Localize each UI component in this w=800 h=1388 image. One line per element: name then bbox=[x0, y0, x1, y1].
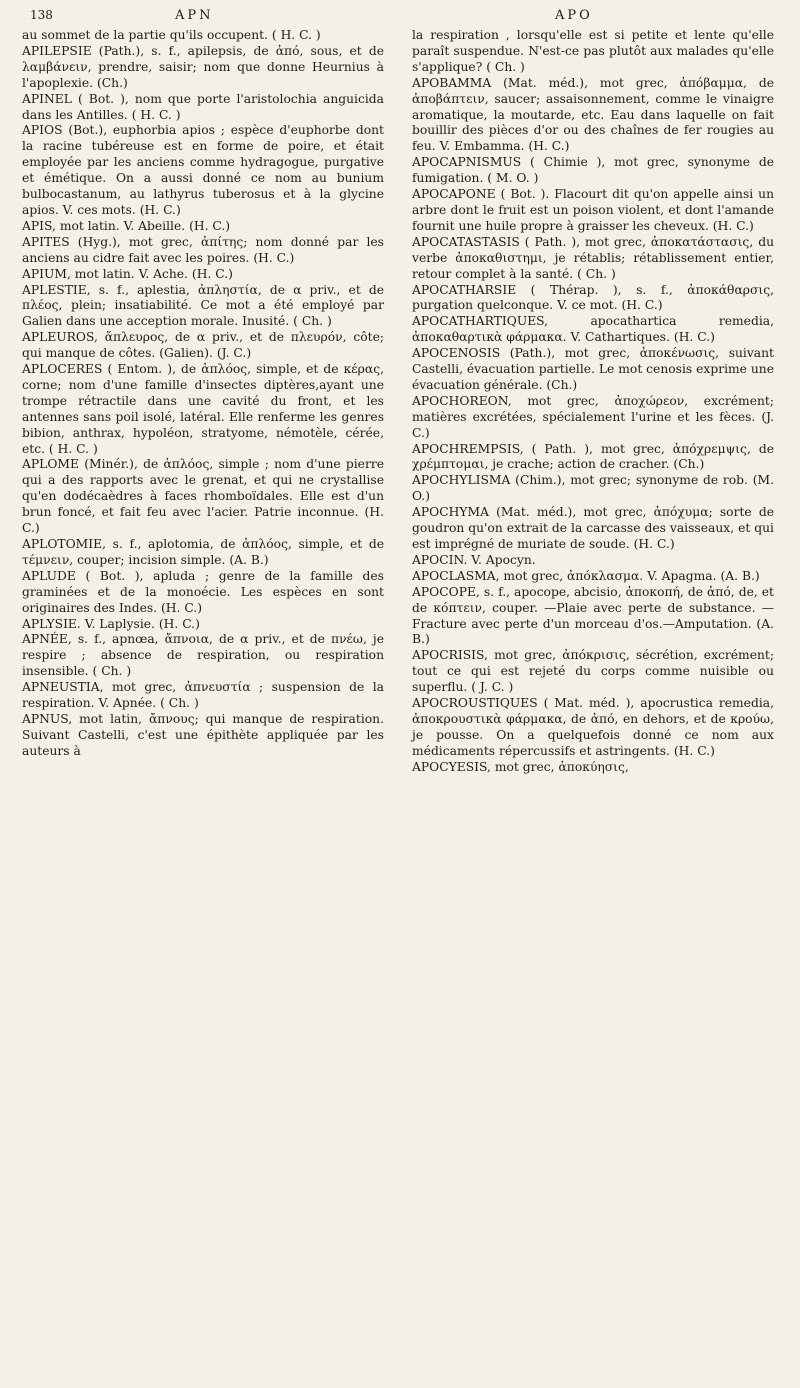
right-running-title: APO bbox=[555, 8, 593, 23]
dictionary-entry: APIUM, mot latin. V. Ache. (H. C.) bbox=[22, 266, 233, 281]
dictionary-entry: APLOTOMIE, s. f., aplotomia, de ἁπλόος, simple, et de τέμνειν, couper; incision simple. (A. B.) bbox=[22, 537, 384, 567]
dictionary-entry: APOCHYLISMA (Chim.), mot grec; synonyme de rob. (M. O.) bbox=[412, 473, 774, 504]
dictionary-entry: APOCYESIS, mot grec, ἀποκύησις, bbox=[412, 759, 629, 774]
dictionary-entry: APOCLASMA, mot grec, ἀπόκλασμα. V. Apagma. (A. B.) bbox=[412, 568, 760, 583]
dictionary-entry: APILEPSIE (Path.), s. f., apilepsis, de ἀπό, sous, et de λαμβάνειν, prendre, saisir; nom que donne Heurnius à l'apoplexie. (Ch.) bbox=[22, 43, 384, 90]
dictionary-entry: APLOME (Minér.), de ἁπλόος, simple ; nom d'une pierre qui a des rapports avec le grenat, et qui ne crystallise qu'en dodécaèdres à faces rhomboïdales. Elle est d'un brun foncé, et fait feu avec l'acier. Patrie inconnue. (H. C.) bbox=[22, 457, 384, 536]
dictionary-entry: APLUDE ( Bot. ), apluda ; genre de la famille des graminées et de la monoécie. Les espèces en sont originaires des Indes. (H. C.) bbox=[22, 568, 384, 615]
dictionary-entry: APNEUSTIA, mot grec, ἀπνευστία ; suspension de la respiration. V. Apnée. ( Ch. ) bbox=[22, 680, 384, 711]
dictionary-entry: APOCHREMPSIS, ( Path. ), mot grec, ἀπόχρεμψις, de χρέμπτομαι, je crache; action de cracher. (Ch.) bbox=[412, 441, 774, 472]
dictionary-entry: au sommet de la partie qu'ils occupent. ( H. C. ) bbox=[22, 28, 321, 42]
dictionary-entry: APOBAMMA (Mat. méd.), mot grec, ἀπόβαμμα, de ἀποβάπτειν, saucer; assaisonnement, comme le vinaigre aromatique, la moutarde, etc. Eau dans laquelle on fait bouillir des pièces d'or ou des chaînes de fer rougies au feu. V. Embamma. (H. C.) bbox=[412, 75, 774, 154]
dictionary-entry: APOCHYMA (Mat. méd.), mot grec, ἀπόχυμα; sorte de goudron qu'on extrait de la carcasse des vaisseaux, et qui est imprégné de muriate de soude. (H. C.) bbox=[412, 505, 774, 551]
dictionary-entry: APOCATHARSIE ( Thérap. ), s. f., ἀποκάθαρσις, purgation quelconque. V. ce mot. (H. C.) bbox=[412, 282, 774, 313]
right-column bbox=[412, 28, 774, 776]
dictionary-entry: APOCAPNISMUS ( Chimie ), mot grec, synonyme de fumigation. ( M. O. ) bbox=[412, 155, 774, 186]
dictionary-entry: APLYSIE. V. Laplysie. (H. C.) bbox=[22, 616, 200, 631]
dictionary-entry: APNUS, mot latin, ἄπνους; qui manque de respiration. Suivant Castelli, c'est une épithète appliquée par les auteurs à bbox=[22, 711, 384, 758]
dictionary-entry: APLESTIE, s. f., aplestia, ἀπληστία, de α priv., et de πλέος, plein; insatiabilité. Ce mot a été employé par Galien dans une acception morale. Inusité. ( Ch. ) bbox=[22, 282, 384, 329]
left-running-title: APN bbox=[175, 8, 214, 23]
dictionary-entry: APIOS (Bot.), euphorbia apios ; espèce d'euphorbe dont la racine tubéreuse est en forme de poire, et était employée par les anciens comme hydragogue, purgative et émétique. On a aussi donné ce nom au bunium bulbocastanum, au lathyrus tuberosus et à la glycine apios. V. ces mots. (H. C.) bbox=[22, 123, 384, 217]
dictionary-entry: APLOCERES ( Entom. ), de ἁπλόος, simple, et de κέρας, corne; nom d'une famille d'insectes diptères,ayant une trompe rétractile dans une cavité du front, et les antennes sans poil isolé, latéral. Elle renferme les genres bibion, anthrax, hypoléon, stratyome, némotèle, cérée, etc. ( H. C. ) bbox=[22, 362, 384, 456]
dictionary-entry: APINEL ( Bot. ), nom que porte l'aristolochia anguicida dans les Antilles. ( H. C. ) bbox=[22, 91, 384, 122]
dictionary-entry: la respiration , lorsqu'elle est si petite et lente qu'elle paraît suspendue. N'est-ce pas plutôt aux malades qu'elle s'applique? ( Ch. ) bbox=[412, 28, 774, 74]
dictionary-entry: APOCATASTASIS ( Path. ), mot grec, ἀποκατάστασις, du verbe ἀποκαθιστημι, je rétablis; rétablissement entier, retour complet à la santé. ( Ch. ) bbox=[412, 234, 774, 281]
dictionary-entry: APOCRISIS, mot grec, ἀπόκρισις, sécrétion, excrément; tout ce qui est rejeté du corps comme nuisible ou superflu. ( J. C. ) bbox=[412, 648, 774, 695]
dictionary-entry: APOCROUSTIQUES ( Mat. méd. ), apocrustica remedia, ἀποκρουστικὰ φάρμακα, de ἀπό, en dehors, et de κρούω, je pousse. On a quelquefois donné ce nom aux médicaments répercussifs et astringents. (H. C.) bbox=[412, 696, 774, 758]
dictionary-entry: APIS, mot latin. V. Abeille. (H. C.) bbox=[22, 218, 231, 233]
dictionary-entry: APOCENOSIS (Path.), mot grec, ἀποκένωσις, suivant Castelli, évacuation partielle. Le mot cenosis exprime une évacuation générale. (Ch.) bbox=[412, 346, 774, 392]
page-number: 138 bbox=[30, 8, 53, 22]
dictionary-entry: APNÉE, s. f., apnœa, ἄπνοια, de α priv., et de πνέω, je respire ; absence de respiration, ou respiration insensible. ( Ch. ) bbox=[22, 632, 384, 679]
left-column bbox=[22, 28, 384, 760]
dictionary-entry: APITES (Hyg.), mot grec, ἀπίτης; nom donné par les anciens au cidre fait avec les poires. (H. C.) bbox=[22, 234, 384, 265]
dictionary-entry: APOCIN. V. Apocyn. bbox=[412, 552, 536, 567]
dictionary-entry: APOCHOREON, mot grec, ἀποχώρεον, excrément; matières excrétées, spécialement l'urine et les fèces. (J. C.) bbox=[412, 393, 774, 440]
dictionary-entry: APOCAPONE ( Bot. ). Flacourt dit qu'on appelle ainsi un arbre dont le fruit est un poison violent, et dont l'amande fournit une huile propre à graisser les cheveux. (H. C.) bbox=[412, 187, 774, 233]
dictionary-entry: APLEUROS, ἄπλευρος, de α priv., et de πλευρόν, côte; qui manque de côtes. (Galien). (J. C.) bbox=[22, 330, 384, 361]
dictionary-entry: APOCOPE, s. f., apocope, abcisio, ἀποκοπή, de ἀπό, de, et de κόπτειν, couper. —Plaie avec perte de substance. — Fracture avec perte d'un morceau d'os.—Amputation. (A. B.) bbox=[412, 584, 774, 647]
dictionary-entry: APOCATHARTIQUES, apocathartica remedia, ἀποκαθαρτικὰ φάρμακα. V. Cathartiques. (H. C.) bbox=[412, 314, 774, 345]
